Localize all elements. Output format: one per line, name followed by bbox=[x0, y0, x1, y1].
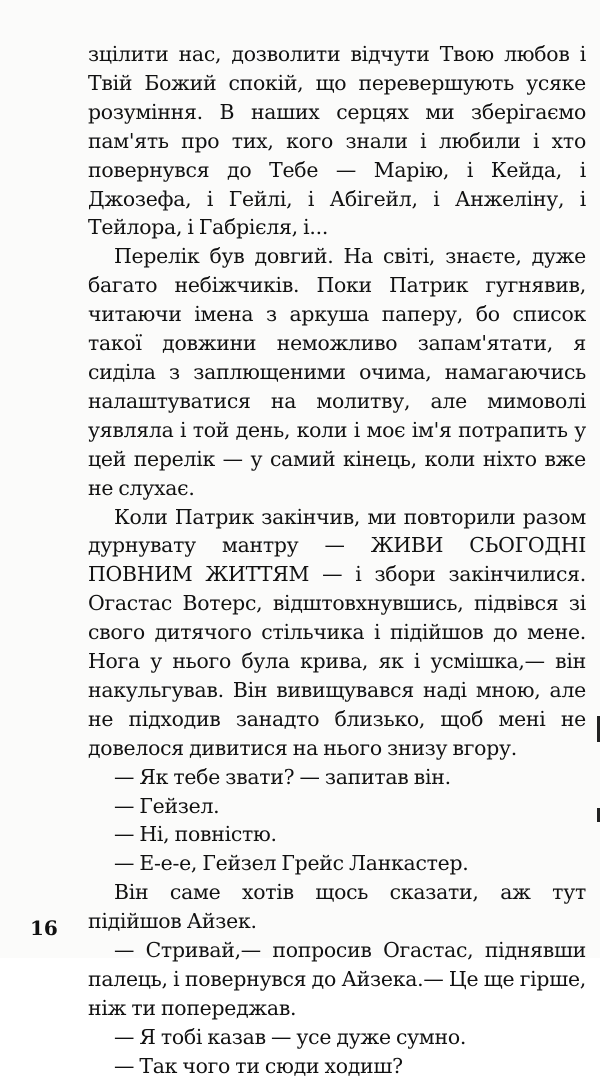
dialogue-line: — Так чого ти сюди ходиш? bbox=[114, 1053, 403, 1078]
dialogue-line: — Ні, повністю. bbox=[114, 822, 277, 847]
dialogue-line: — Як тебе звати? — запитав він. bbox=[114, 764, 451, 789]
paragraph-isaac-arrives: Він саме хотів щось сказати, аж тут підійшов Айзек. bbox=[88, 880, 586, 934]
page-number: 16 bbox=[30, 916, 58, 940]
dialogue-line: — Е-е-е, Гейзел Грейс Ланкастер. bbox=[114, 851, 469, 876]
paragraph-augustus-approaches: Коли Патрик закінчив, ми повторили разом дурнувату мантру — ЖИВИ СЬОГОДНІ ПОВНИМ ЖИТТЯМ — і збори закінчилися. Огастас Вотерс, відштовхнувшись, підвівся зі свого дитячого стільчика і підійшов до мене. Нога у нього була крива, як і усмішка,— він накульгував. Він вивищувався наді мною, але не підходив занадто близько, щоб мені не довелося дивитися на нього знизу вгору. bbox=[88, 504, 586, 760]
dialogue-line: — Я тобі казав — усе дуже сумно. bbox=[114, 1024, 467, 1049]
dialogue-line: — Стривай,— попросив Огастас, піднявши палець, і повернувся до Айзека.— Це ще гірше, ніж ти попереджав. bbox=[88, 938, 586, 1020]
dialogue-line: — Гейзел. bbox=[114, 793, 220, 818]
paragraph-prayer-continuation: зцілити нас, дозволити відчути Твою любов і Твій Божий спокій, що перевершують усяке розуміння. В наших серцях ми зберігаємо пам'ять про тих, кого знали і любили і хто повернувся до Тебе — Марію, і Кейда, і Джозефа, і Гейлі, і Абігейл, і Анжеліну, і Тейлора, і Габрієля, і... bbox=[88, 42, 586, 240]
body-text bbox=[88, 40, 586, 1081]
paragraph-list-of-names: Перелік був довгий. На світі, знаєте, дуже багато небіжчиків. Поки Патрик гугнявив, читаючи імена з аркуша паперу, бо список такої довжини неможливо запам'ятати, я сиділа з заплющеними очима, намагаючись налаштуватися на молитву, але мимоволі уявляла і той день, коли і моє ім'я потрапить у цей перелік — у самий кінець, коли ніхто вже не слухає. bbox=[88, 244, 586, 500]
